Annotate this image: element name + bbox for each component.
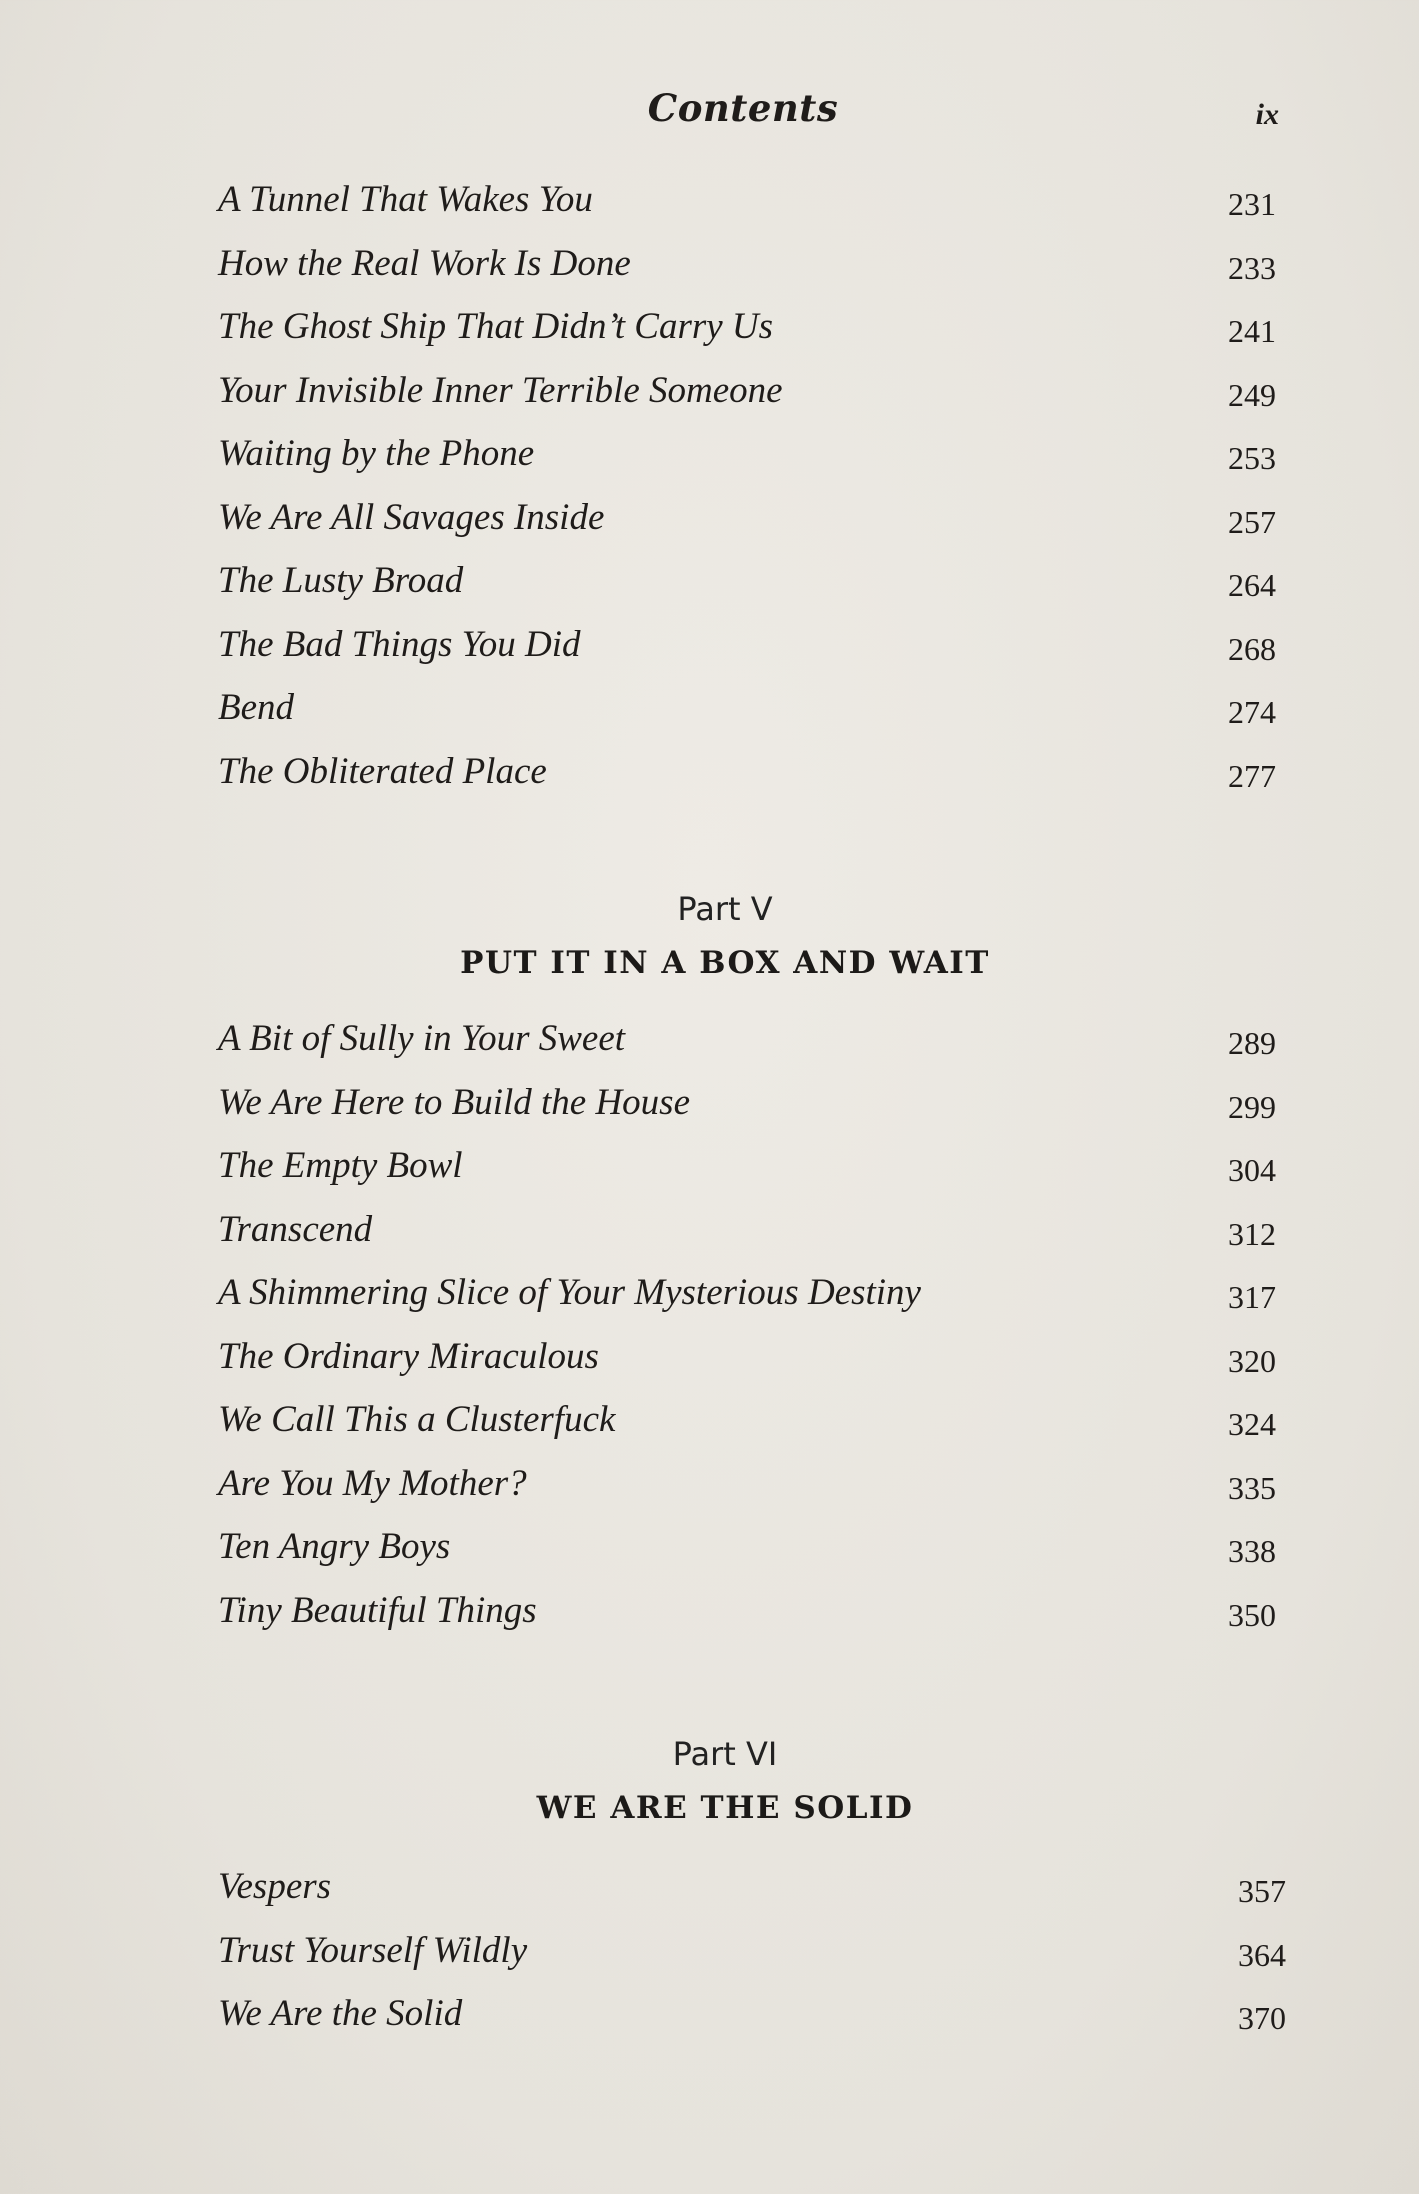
toc-entry-page: 370 <box>1238 2000 1286 2036</box>
toc-entry-title: A Shimmering Slice of Your Mysterious Destiny <box>218 1272 921 1313</box>
toc-entry-page: 257 <box>1228 503 1276 540</box>
toc-entry[interactable] <box>218 559 1276 623</box>
toc-entry-title: The Empty Bowl <box>218 1145 463 1186</box>
toc-entry-page: 233 <box>1228 249 1276 286</box>
toc-entry-title: The Ghost Ship That Didn’t Carry Us <box>218 306 774 347</box>
toc-entry[interactable] <box>218 686 1276 750</box>
toc-entry[interactable] <box>218 1271 1276 1335</box>
part-label: Part V <box>677 890 773 928</box>
toc-entry-title: We Are All Savages Inside <box>218 496 605 538</box>
toc-entry[interactable] <box>218 1208 1276 1272</box>
toc-entry[interactable] <box>218 1398 1276 1462</box>
toc-entry[interactable] <box>218 369 1276 433</box>
toc-entry-page: 320 <box>1228 1342 1276 1379</box>
toc-entry-title: The Lusty Broad <box>218 560 464 601</box>
toc-entry-title: The Bad Things You Did <box>218 623 581 665</box>
toc-entry[interactable] <box>218 1462 1276 1526</box>
toc-section-continued <box>218 178 1276 813</box>
toc-entry-page: 357 <box>1238 1873 1286 1909</box>
toc-entry-page: 304 <box>1228 1152 1276 1188</box>
toc-entry-page: 274 <box>1228 694 1276 730</box>
toc-entry-title: Transcend <box>218 1208 373 1250</box>
toc-entry-title: A Bit of Sully in Your Sweet <box>218 1018 626 1059</box>
toc-entry-title: Ten Angry Boys <box>218 1526 451 1567</box>
part-title: PUT IT IN A BOX AND WAIT <box>460 945 990 981</box>
toc-entry-title: Bend <box>218 687 295 728</box>
toc-entry-page: 277 <box>1228 757 1276 794</box>
toc-entry-page: 299 <box>1228 1088 1276 1125</box>
toc-entry-page: 289 <box>1228 1025 1276 1061</box>
toc-entry[interactable] <box>218 1144 1276 1208</box>
toc-entry-title: A Tunnel That Wakes You <box>218 179 593 220</box>
toc-entry[interactable] <box>218 1929 1286 1993</box>
toc-entry-title: We Call This a Clusterfuck <box>218 1399 616 1440</box>
toc-entry-page: 253 <box>1228 440 1276 476</box>
toc-section-part6 <box>218 1865 1286 2056</box>
part-label: Part VI <box>672 1735 778 1773</box>
toc-entry[interactable] <box>218 1865 1286 1929</box>
running-head-page-number: ix <box>1255 98 1279 131</box>
running-head-title: Contents <box>647 86 839 130</box>
toc-entry[interactable] <box>218 178 1276 242</box>
toc-entry-title: Vespers <box>218 1866 332 1907</box>
toc-entry-title: Trust Yourself Wildly <box>218 1929 528 1971</box>
toc-entry-page: 249 <box>1228 376 1276 413</box>
toc-entry[interactable] <box>218 1525 1276 1589</box>
toc-entry[interactable] <box>218 1017 1276 1081</box>
toc-entry-page: 231 <box>1228 186 1276 222</box>
toc-entry[interactable] <box>218 1589 1276 1653</box>
toc-entry[interactable] <box>218 1992 1286 2056</box>
toc-entry[interactable] <box>218 496 1276 560</box>
toc-entry[interactable] <box>218 623 1276 687</box>
toc-entry-title: We Are Here to Build the House <box>218 1081 691 1123</box>
toc-entry-title: Your Invisible Inner Terrible Someone <box>218 369 783 411</box>
toc-entry-title: Are You My Mother? <box>218 1462 527 1504</box>
toc-entry-page: 324 <box>1228 1406 1276 1442</box>
toc-entry-page: 241 <box>1228 313 1276 349</box>
toc-entry-page: 317 <box>1228 1279 1276 1315</box>
toc-entry-title: Waiting by the Phone <box>218 433 535 474</box>
toc-entry-title: How the Real Work Is Done <box>218 242 631 284</box>
toc-entry[interactable] <box>218 1335 1276 1399</box>
toc-entry-page: 338 <box>1228 1533 1276 1569</box>
toc-entry-title: We Are the Solid <box>218 1993 463 2034</box>
toc-entry[interactable] <box>218 750 1276 814</box>
toc-entry-page: 268 <box>1228 630 1276 667</box>
toc-entry-title: The Ordinary Miraculous <box>218 1335 599 1377</box>
toc-entry-page: 335 <box>1228 1469 1276 1506</box>
toc-entry[interactable] <box>218 1081 1276 1145</box>
toc-entry-page: 350 <box>1228 1596 1276 1633</box>
toc-entry-page: 264 <box>1228 567 1276 603</box>
toc-entry[interactable] <box>218 242 1276 306</box>
toc-entry[interactable] <box>218 305 1276 369</box>
toc-entry[interactable] <box>218 432 1276 496</box>
part-title: WE ARE THE SOLID <box>536 1790 914 1826</box>
toc-entry-title: Tiny Beautiful Things <box>218 1589 537 1631</box>
toc-entry-title: The Obliterated Place <box>218 750 547 792</box>
toc-entry-page: 312 <box>1228 1215 1276 1252</box>
toc-entry-page: 364 <box>1238 1936 1286 1973</box>
toc-section-part5 <box>218 1017 1276 1652</box>
